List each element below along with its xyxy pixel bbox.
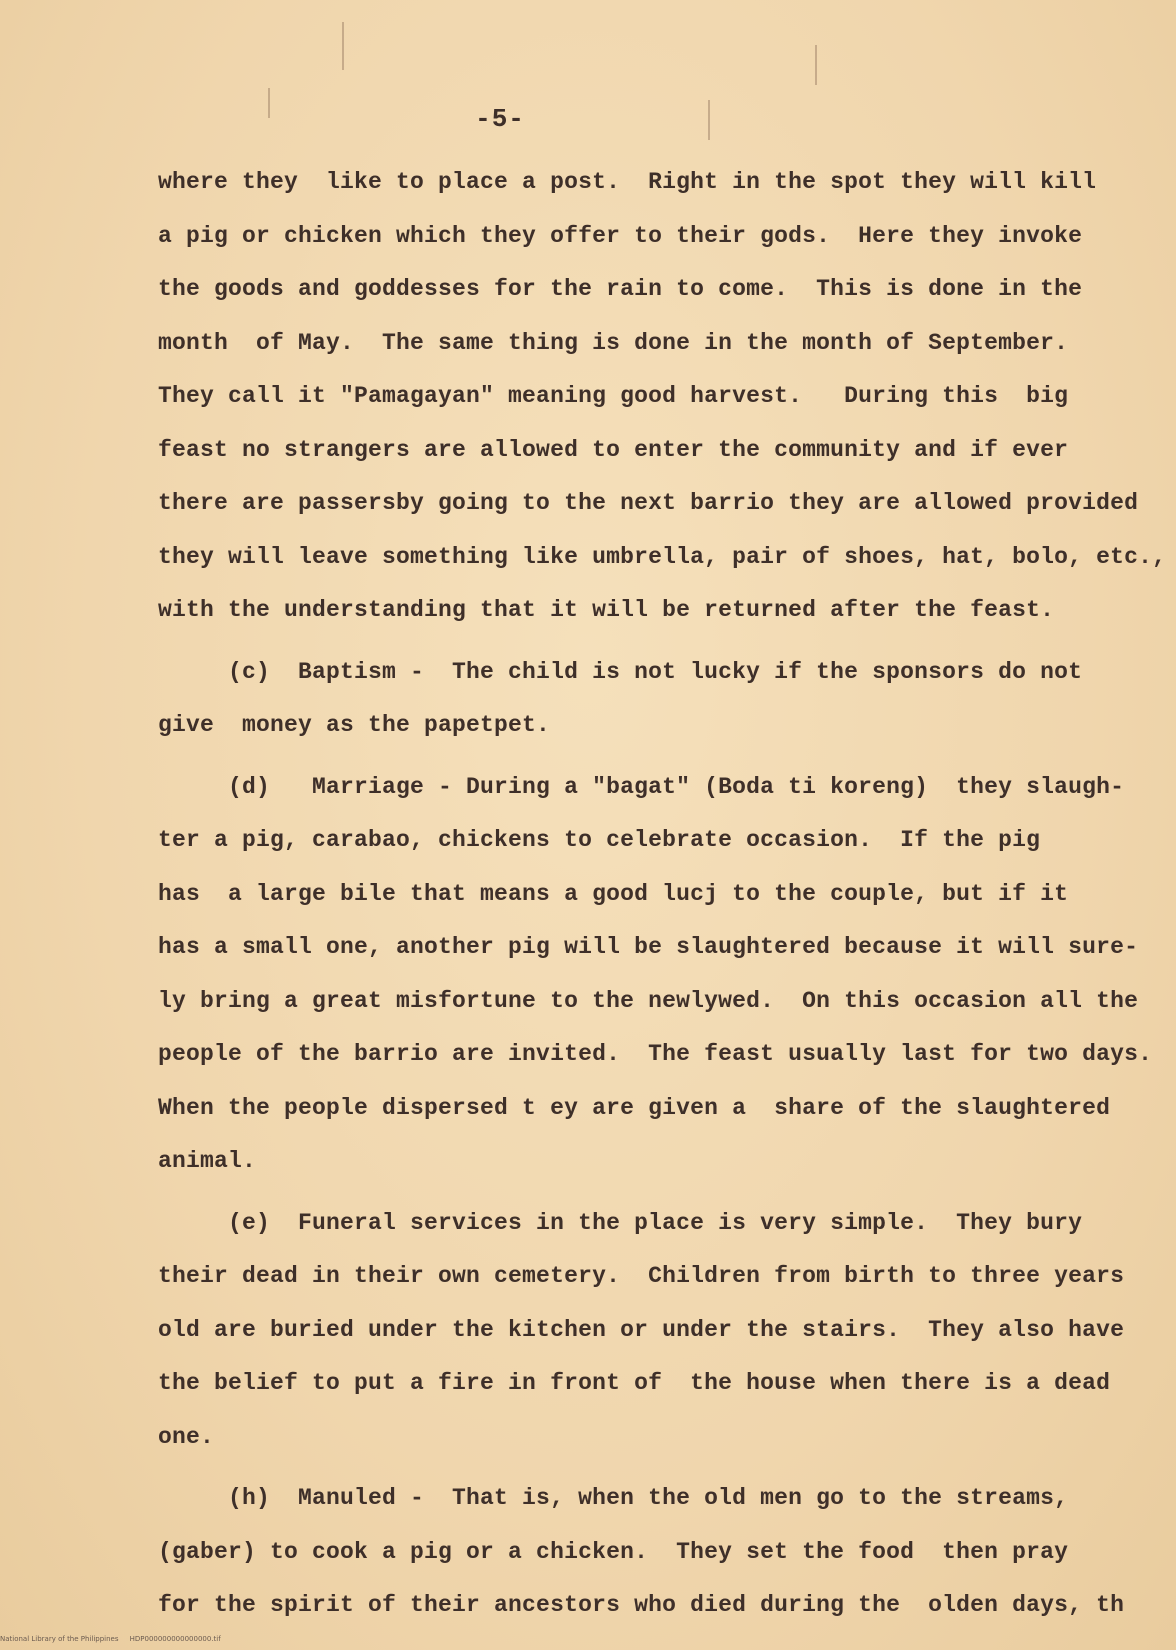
text-line: has a small one, another pig will be slaughtered because it will sure- [158, 934, 1139, 960]
text-line: one. [158, 1423, 215, 1450]
text-line-funeral: (e) Funeral services in the place is very simple. They bury [158, 1209, 1083, 1236]
text-line: ter a pig, carabao, chickens to celebrate occasion. If the pig [158, 827, 1041, 853]
text-line: give money as the papetpet. [158, 712, 551, 738]
text-line: a pig or chicken which they offer to their gods. Here they invoke [158, 222, 1083, 249]
text-line-manuled: (h) Manuled - That is, when the old men go to the streams, [158, 1485, 1069, 1511]
text-line: (gaber) to cook a pig or a chicken. They set the food then pray [158, 1538, 1069, 1565]
scan-footer: National Library of the Philippines HDP000000000000000.tif [0, 1635, 221, 1643]
text-line: ly bring a great misfortune to the newlywed. On this occasion all the [158, 987, 1139, 1014]
text-line: When the people dispersed t ey are given a share of the slaughtered [158, 1094, 1111, 1121]
text-line: for the spirit of their ancestors who died during the olden days, th [158, 1592, 1125, 1618]
text-line-baptism: (c) Baptism - The child is not lucky if the sponsors do not [158, 658, 1083, 685]
paper-mark [815, 45, 817, 85]
text-line-marriage: (d) Marriage - During a "bagat" (Boda ti koreng) they slaugh- [158, 773, 1125, 800]
text-line: old are buried under the kitchen or under the stairs. They also have [158, 1316, 1125, 1343]
text-line: the goods and goddesses for the rain to come. This is done in the [158, 276, 1083, 302]
paper-mark [268, 88, 270, 118]
text-line: month of May. The same thing is done in the month of September. [158, 329, 1069, 356]
text-line: animal. [158, 1148, 257, 1174]
text-line: feast no strangers are allowed to enter the community and if ever [158, 436, 1069, 463]
text-line: the belief to put a fire in front of the house when there is a dead [158, 1370, 1111, 1396]
paper-mark [342, 22, 344, 70]
text-line: where they like to place a post. Right in the spot they will kill [158, 169, 1097, 195]
page-number: -5- [475, 104, 525, 134]
text-line: people of the barrio are invited. The feast usually last for two days. [158, 1041, 1153, 1067]
text-line: has a large bile that means a good lucj to the couple, but if it [158, 880, 1069, 907]
text-line: there are passersby going to the next barrio they are allowed provided [158, 490, 1139, 516]
text-line: their dead in their own cemetery. Children from birth to three years [158, 1263, 1125, 1289]
text-line: they will leave something like umbrella, pair of shoes, hat, bolo, etc., [158, 543, 1167, 570]
document-body [158, 156, 1167, 1633]
text-line: with the understanding that it will be returned after the feast. [158, 597, 1055, 623]
paper-mark [708, 100, 710, 140]
text-line: They call it "Pamagayan" meaning good harvest. During this big [158, 383, 1069, 409]
